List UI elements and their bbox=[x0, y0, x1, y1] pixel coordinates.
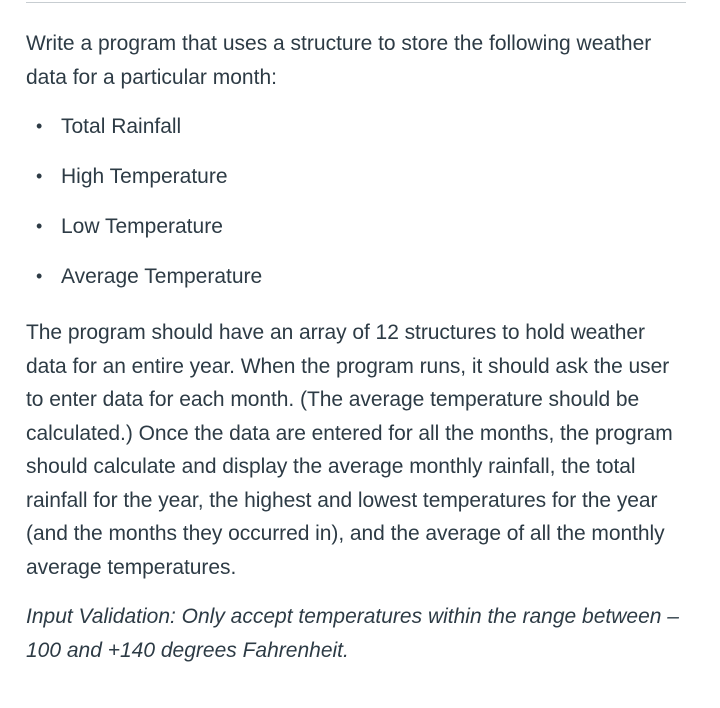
list-item bbox=[26, 110, 686, 160]
top-divider bbox=[26, 2, 686, 3]
list-item-label: High Temperature bbox=[61, 165, 228, 188]
bullet-icon: • bbox=[36, 116, 43, 136]
list-item bbox=[26, 260, 686, 310]
requirements-paragraph: The program should have an array of 12 structures to hold weather data for an entire year. When the program runs, it should ask the user to enter data for each month. (The average temperature should be calculated.) Once the data are entered for all the months, the program should calculate and display the average monthly rainfall, the total rainfall for the year, the highest and lowest temperatures for the year (and the months they occurred in), and the average of all the monthly average temperatures. bbox=[26, 321, 673, 579]
intro-paragraph: Write a program that uses a structure to store the following weather data for a particular month: bbox=[26, 32, 652, 89]
weather-data-list bbox=[26, 110, 686, 310]
list-item-label: Low Temperature bbox=[61, 215, 223, 238]
assignment-content bbox=[26, 27, 686, 667]
bullet-icon: • bbox=[36, 166, 43, 186]
list-item bbox=[26, 210, 686, 260]
list-item bbox=[26, 160, 686, 210]
bullet-icon: • bbox=[36, 266, 43, 286]
list-item-label: Total Rainfall bbox=[61, 115, 182, 138]
input-validation-note: Input Validation: Only accept temperatures within the range between –100 and +140 degrees Fahrenheit. bbox=[26, 605, 679, 662]
bullet-icon: • bbox=[36, 216, 43, 236]
list-item-label: Average Temperature bbox=[61, 265, 263, 288]
